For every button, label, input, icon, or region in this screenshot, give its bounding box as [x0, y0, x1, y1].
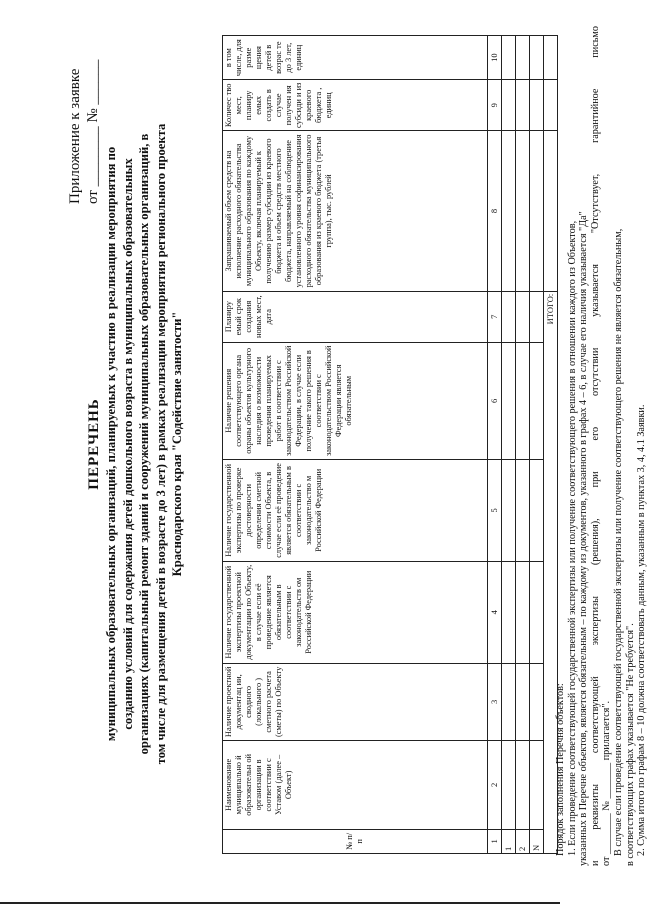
header-cell-1: № п/п	[223, 829, 488, 853]
notes-item-1-alt: В случае если проведение соответствующей государственной экспертизы или получение соответствующего решения не является обязательным,	[612, 228, 624, 856]
table-cell	[530, 663, 544, 740]
table-cell	[502, 459, 516, 561]
table-cell	[516, 131, 530, 292]
table-cell	[530, 36, 544, 80]
table-cell	[502, 561, 516, 663]
annex-title: Приложение к заявке	[67, 68, 83, 204]
notes-item-1-cont: указанных в Перечне объектов, является обязательным – по каждому из документов, указанного в графах 4 – 6, в случае его наличия указывается "Да"	[578, 211, 590, 866]
table-cell	[502, 291, 516, 342]
table-cell	[516, 80, 530, 131]
table-cell	[530, 741, 544, 830]
table-cell	[516, 663, 530, 740]
note-word: при	[589, 471, 601, 488]
notes-item-1: 1. Если проведение соответствующей государственной экспертизы или получение соответствующего решения в отношении каждого из Объектов,	[566, 220, 578, 856]
table-cell	[530, 342, 544, 459]
header-cell-6: Наличие решения соответствующего органа охраны объектов культурного наследия о возможности проведения планируемых работ в соответствии с законодательством Российской Федерации, в случае если получение такого решения в соответствии с законодательством Российской Федерации является обязательным	[223, 342, 488, 459]
table-cell	[530, 291, 544, 342]
table-cell	[530, 459, 544, 561]
title-line-3: организациях (капитальный ремонт зданий и сооружений муниципальных образовательных организаций, в	[137, 133, 151, 755]
note-word: "Отсутствует,	[589, 173, 601, 234]
notes-heading: Порядок заполнения Перечня объектов:	[555, 683, 566, 856]
note-word: соответствующей	[589, 676, 601, 754]
table-header-row	[223, 36, 488, 854]
total-label: ИТОГО:	[544, 291, 558, 853]
annex-date-number: от ________ № ______	[85, 59, 101, 204]
objects-table	[222, 35, 558, 854]
note-word: указывается	[589, 264, 601, 317]
document-title	[86, 64, 186, 824]
note-word: экспертизы	[589, 596, 601, 646]
column-number: 6	[488, 342, 502, 459]
header-cell-4: Наличие государственной экспертизы проектной документации по Объекту, в случае если её проведение является обязательным в соответствии с законодательств ом Российской Федерации	[223, 561, 488, 663]
table-cell	[530, 80, 544, 131]
column-number: 3	[488, 663, 502, 740]
title-line-2: созданию условий для содержания детей дошкольного возраста в муниципальных образовательных	[120, 158, 135, 730]
column-number: 5	[488, 459, 502, 561]
table-cell	[516, 291, 530, 342]
header-cell-9: Количес тво мест, планиру емых создать в случае получен ия субсиди и из краевого бюджета , единиц	[223, 80, 488, 131]
note-word: письмо	[589, 26, 601, 58]
header-cell-10: в том числе, для разме щения детей в возрас те до 3 лет, единиц	[223, 36, 488, 80]
column-number: 7	[488, 291, 502, 342]
note-word: и	[589, 860, 601, 866]
header-cell-7: Планиру емый срок создания новых мест, дата	[223, 291, 488, 342]
table-cell	[502, 36, 516, 80]
column-number: 10	[488, 36, 502, 80]
table-cell	[516, 36, 530, 80]
table-cell	[530, 131, 544, 292]
table-row	[516, 36, 530, 854]
note-word: гарантийное	[589, 88, 601, 143]
column-number: 4	[488, 561, 502, 663]
column-number: 2	[488, 741, 502, 830]
table-cell	[502, 131, 516, 292]
header-cell-5: Наличие государственной экспертизы по проверке достоверности определения сметной стоимости Объекта, в случае если её проведение является обязательным в соответствии с законодательство м Российской Федерации	[223, 459, 488, 561]
table-row	[502, 36, 516, 854]
note-word: (решения),	[589, 518, 601, 566]
title-heading: ПЕРЕЧЕНЬ	[86, 398, 102, 490]
table-cell	[502, 342, 516, 459]
table-cell	[516, 741, 530, 830]
table-cell	[516, 561, 530, 663]
notes-item-1-alt-cont: в соответствующих графах указывается "Не требуется".	[624, 623, 636, 866]
table-cell	[530, 561, 544, 663]
notes-item-2: 2. Сумма итого по графам 8 – 10 должна соответствовать данным, указанным в пунктах 3, 4, 4.1 Заявки.	[636, 404, 648, 856]
table-cell	[502, 741, 516, 830]
title-line-5: Краснодарского края "Содействие занятости"	[170, 311, 184, 577]
row-number: 2	[516, 829, 530, 853]
row-number: N	[530, 829, 544, 853]
filling-instructions	[555, 26, 648, 866]
table-cell	[516, 342, 530, 459]
title-line-1: муниципальных образовательных организаций, планируемых к участию в реализации мероприятия по	[104, 146, 118, 742]
column-number: 1	[488, 829, 502, 853]
table-cell	[502, 663, 516, 740]
column-number: 9	[488, 80, 502, 131]
header-cell-3: Наличие проектной документац ии, сводного (локального ) сметного расчета (сметы) по Объекту	[223, 663, 488, 740]
row-number: 1	[502, 829, 516, 853]
notes-item-1-letter: от ________ № _______ прилагается".	[601, 700, 613, 866]
table-cell	[516, 459, 530, 561]
note-word: реквизиты	[589, 784, 601, 830]
table-cell	[502, 80, 516, 131]
header-cell-8: Запрашиваемый объем средств на исполнение расходного обязательства муниципального образования по каждому Объекту, включая планируемый к получению размер субсидии из краевого бюджета и объем средств местного бюджета, направляемый на соблюдение установленного уровня софинансирования расходного обязательства муниципального образования из краевого бюджета (третья группа), тыс. рублей	[223, 131, 488, 292]
column-number: 8	[488, 131, 502, 292]
header-cell-2: Наименование муниципально й образовательн ой организации в соответствии с Уставом (далее – Объект)	[223, 741, 488, 830]
column-number-row	[488, 36, 502, 854]
notes-item-1-justified	[590, 26, 602, 866]
note-word: отсутствии	[589, 347, 601, 396]
title-line-4: том числе для размещения детей в возрасте до 3 лет) в рамках реализации мероприятия регионального проекта	[153, 123, 168, 765]
note-word: его	[589, 426, 601, 441]
table-row	[530, 36, 544, 854]
